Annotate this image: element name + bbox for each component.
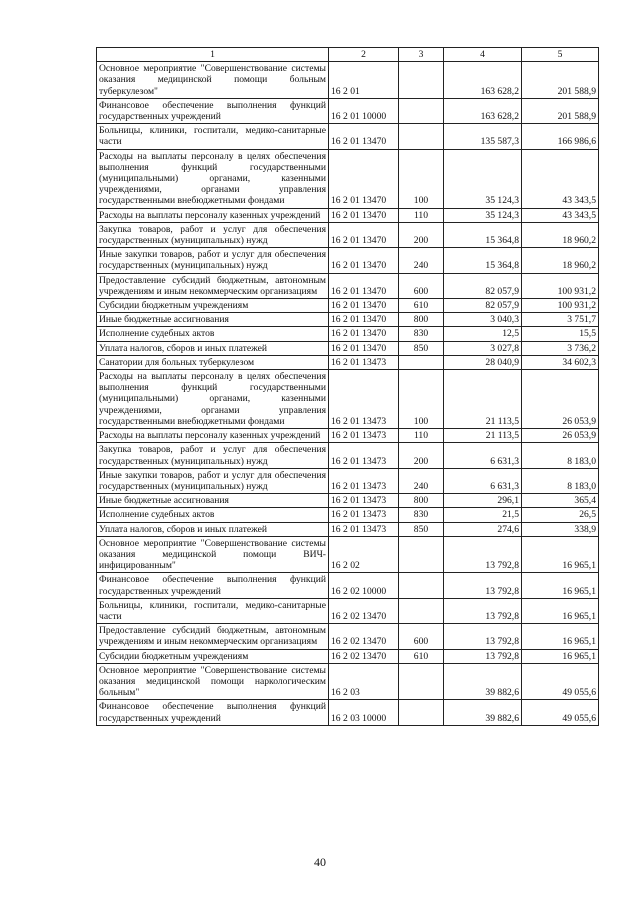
table-row bbox=[97, 508, 599, 522]
row-expense-type-cell: 800 bbox=[399, 313, 444, 327]
row-code-cell: 16 2 01 13470 bbox=[329, 273, 399, 298]
row-expense-type-cell: 850 bbox=[399, 341, 444, 355]
row-expense-type-cell: 600 bbox=[399, 273, 444, 298]
row-expense-type-cell: 100 bbox=[399, 370, 444, 429]
row-amount-cell-1: 15 364,8 bbox=[444, 222, 522, 247]
table-row bbox=[97, 468, 599, 493]
table-row bbox=[97, 248, 599, 273]
row-name-cell: Уплата налогов, сборов и иных платежей bbox=[97, 522, 329, 536]
row-amount-cell-1: 82 057,9 bbox=[444, 273, 522, 298]
row-name-cell: Предоставление субсидий бюджетным, автономным учреждениям и иным некоммерческим организациям bbox=[97, 273, 329, 298]
table-row bbox=[97, 598, 599, 623]
row-code-cell: 16 2 01 13470 bbox=[329, 124, 399, 149]
row-amount-cell-1: 13 792,8 bbox=[444, 573, 522, 598]
row-code-cell: 16 2 01 13473 bbox=[329, 494, 399, 508]
row-amount-cell-2: 100 931,2 bbox=[522, 299, 599, 313]
row-expense-type-cell: 610 bbox=[399, 649, 444, 663]
table-row bbox=[97, 649, 599, 663]
row-amount-cell-1: 163 628,2 bbox=[444, 62, 522, 99]
row-amount-cell-1: 13 792,8 bbox=[444, 649, 522, 663]
row-expense-type-cell: 110 bbox=[399, 208, 444, 222]
row-expense-type-cell: 830 bbox=[399, 327, 444, 341]
row-expense-type-cell: 800 bbox=[399, 494, 444, 508]
row-name-cell: Финансовое обеспечение выполнения функций государственных учреждений bbox=[97, 700, 329, 725]
row-code-cell: 16 2 01 bbox=[329, 62, 399, 99]
row-code-cell: 16 2 01 13470 bbox=[329, 208, 399, 222]
row-name-cell: Иные закупки товаров, работ и услуг для обеспечения государственных (муниципальных) нужд bbox=[97, 468, 329, 493]
row-code-cell: 16 2 02 13470 bbox=[329, 649, 399, 663]
row-code-cell: 16 2 03 bbox=[329, 663, 399, 700]
row-name-cell: Финансовое обеспечение выполнения функций государственных учреждений bbox=[97, 573, 329, 598]
row-amount-cell-2: 34 602,3 bbox=[522, 355, 599, 369]
table-row bbox=[97, 663, 599, 700]
row-amount-cell-1: 3 027,8 bbox=[444, 341, 522, 355]
row-expense-type-cell: 850 bbox=[399, 522, 444, 536]
row-amount-cell-2: 43 343,5 bbox=[522, 149, 599, 208]
row-amount-cell-2: 16 965,1 bbox=[522, 536, 599, 573]
row-amount-cell-2: 16 965,1 bbox=[522, 624, 599, 649]
row-name-cell: Финансовое обеспечение выполнения функций государственных учреждений bbox=[97, 98, 329, 123]
row-code-cell: 16 2 01 13473 bbox=[329, 429, 399, 443]
row-code-cell: 16 2 01 13470 bbox=[329, 313, 399, 327]
row-name-cell: Основное мероприятие "Совершенствование системы оказания медицинской помощи наркологическим больным" bbox=[97, 663, 329, 700]
row-amount-cell-2: 365,4 bbox=[522, 494, 599, 508]
table-row bbox=[97, 370, 599, 429]
row-name-cell: Основное мероприятие "Совершенствование системы оказания медицинской помощи ВИЧ-инфицированным" bbox=[97, 536, 329, 573]
row-amount-cell-1: 13 792,8 bbox=[444, 598, 522, 623]
row-name-cell: Иные бюджетные ассигнования bbox=[97, 313, 329, 327]
row-amount-cell-1: 6 631,3 bbox=[444, 443, 522, 468]
row-amount-cell-2: 26 053,9 bbox=[522, 429, 599, 443]
row-amount-cell-1: 21 113,5 bbox=[444, 429, 522, 443]
row-name-cell: Уплата налогов, сборов и иных платежей bbox=[97, 341, 329, 355]
row-amount-cell-2: 49 055,6 bbox=[522, 663, 599, 700]
row-code-cell: 16 2 02 10000 bbox=[329, 573, 399, 598]
row-amount-cell-2: 16 965,1 bbox=[522, 573, 599, 598]
table-row bbox=[97, 299, 599, 313]
row-expense-type-cell bbox=[399, 573, 444, 598]
row-expense-type-cell: 240 bbox=[399, 468, 444, 493]
row-code-cell: 16 2 01 10000 bbox=[329, 98, 399, 123]
row-name-cell: Субсидии бюджетным учреждениям bbox=[97, 649, 329, 663]
table-row bbox=[97, 341, 599, 355]
row-code-cell: 16 2 03 10000 bbox=[329, 700, 399, 725]
row-amount-cell-1: 35 124,3 bbox=[444, 149, 522, 208]
table-row bbox=[97, 522, 599, 536]
table-body bbox=[97, 62, 599, 726]
row-name-cell: Закупка товаров, работ и услуг для обеспечения государственных (муниципальных) нужд bbox=[97, 222, 329, 247]
row-amount-cell-1: 296,1 bbox=[444, 494, 522, 508]
row-name-cell: Санатории для больных туберкулезом bbox=[97, 355, 329, 369]
row-amount-cell-2: 16 965,1 bbox=[522, 649, 599, 663]
table-row bbox=[97, 624, 599, 649]
row-amount-cell-1: 3 040,3 bbox=[444, 313, 522, 327]
row-expense-type-cell: 200 bbox=[399, 443, 444, 468]
row-amount-cell-2: 8 183,0 bbox=[522, 468, 599, 493]
table-row bbox=[97, 149, 599, 208]
row-amount-cell-2: 26 053,9 bbox=[522, 370, 599, 429]
row-amount-cell-1: 21 113,5 bbox=[444, 370, 522, 429]
row-amount-cell-2: 8 183,0 bbox=[522, 443, 599, 468]
row-name-cell: Предоставление субсидий бюджетным, автономным учреждениям и иным некоммерческим организациям bbox=[97, 624, 329, 649]
row-expense-type-cell bbox=[399, 124, 444, 149]
row-expense-type-cell: 600 bbox=[399, 624, 444, 649]
row-expense-type-cell: 610 bbox=[399, 299, 444, 313]
table-row bbox=[97, 429, 599, 443]
budget-table bbox=[96, 47, 599, 726]
row-name-cell: Расходы на выплаты персоналу в целях обеспечения выполнения функций государственными (муниципальными) органами, казенными учреждениями, органами управления государственными внебюджетными фондами bbox=[97, 149, 329, 208]
row-name-cell: Исполнение судебных актов bbox=[97, 327, 329, 341]
row-code-cell: 16 2 01 13473 bbox=[329, 468, 399, 493]
column-header: 4 bbox=[444, 48, 522, 62]
row-amount-cell-2: 26,5 bbox=[522, 508, 599, 522]
table-row bbox=[97, 208, 599, 222]
row-code-cell: 16 2 01 13470 bbox=[329, 341, 399, 355]
row-expense-type-cell: 200 bbox=[399, 222, 444, 247]
row-amount-cell-2: 338,9 bbox=[522, 522, 599, 536]
table-row bbox=[97, 700, 599, 725]
row-expense-type-cell bbox=[399, 700, 444, 725]
row-code-cell: 16 2 02 bbox=[329, 536, 399, 573]
column-header: 2 bbox=[329, 48, 399, 62]
row-code-cell: 16 2 01 13470 bbox=[329, 248, 399, 273]
table-row bbox=[97, 327, 599, 341]
row-name-cell: Основное мероприятие "Совершенствование системы оказания медицинской помощи больным туберкулезом" bbox=[97, 62, 329, 99]
row-code-cell: 16 2 01 13473 bbox=[329, 522, 399, 536]
row-amount-cell-2: 18 960,2 bbox=[522, 248, 599, 273]
row-code-cell: 16 2 01 13473 bbox=[329, 355, 399, 369]
table-row bbox=[97, 443, 599, 468]
column-header: 1 bbox=[97, 48, 329, 62]
row-code-cell: 16 2 01 13470 bbox=[329, 327, 399, 341]
row-name-cell: Расходы на выплаты персоналу казенных учреждений bbox=[97, 208, 329, 222]
row-code-cell: 16 2 01 13470 bbox=[329, 222, 399, 247]
table-row bbox=[97, 273, 599, 298]
table-row bbox=[97, 62, 599, 99]
row-amount-cell-1: 35 124,3 bbox=[444, 208, 522, 222]
row-expense-type-cell bbox=[399, 355, 444, 369]
row-amount-cell-1: 274,6 bbox=[444, 522, 522, 536]
row-name-cell: Расходы на выплаты персоналу в целях обеспечения выполнения функций государственными (муниципальными) органами, казенными учреждениями, органами управления государственными внебюджетными фондами bbox=[97, 370, 329, 429]
row-amount-cell-1: 13 792,8 bbox=[444, 536, 522, 573]
row-amount-cell-2: 201 588,9 bbox=[522, 98, 599, 123]
table-row bbox=[97, 98, 599, 123]
row-code-cell: 16 2 01 13470 bbox=[329, 299, 399, 313]
row-expense-type-cell bbox=[399, 598, 444, 623]
row-amount-cell-2: 18 960,2 bbox=[522, 222, 599, 247]
row-amount-cell-2: 201 588,9 bbox=[522, 62, 599, 99]
table-row bbox=[97, 124, 599, 149]
row-code-cell: 16 2 02 13470 bbox=[329, 624, 399, 649]
row-amount-cell-2: 16 965,1 bbox=[522, 598, 599, 623]
row-expense-type-cell: 100 bbox=[399, 149, 444, 208]
row-expense-type-cell bbox=[399, 98, 444, 123]
row-name-cell: Больницы, клиники, госпитали, медико-санитарные части bbox=[97, 598, 329, 623]
table-row bbox=[97, 313, 599, 327]
row-amount-cell-2: 3 751,7 bbox=[522, 313, 599, 327]
row-expense-type-cell bbox=[399, 536, 444, 573]
table-row bbox=[97, 355, 599, 369]
row-code-cell: 16 2 01 13473 bbox=[329, 370, 399, 429]
row-name-cell: Иные бюджетные ассигнования bbox=[97, 494, 329, 508]
column-header: 5 bbox=[522, 48, 599, 62]
row-amount-cell-2: 43 343,5 bbox=[522, 208, 599, 222]
row-amount-cell-1: 39 882,6 bbox=[444, 700, 522, 725]
row-amount-cell-1: 13 792,8 bbox=[444, 624, 522, 649]
row-name-cell: Закупка товаров, работ и услуг для обеспечения государственных (муниципальных) нужд bbox=[97, 443, 329, 468]
row-expense-type-cell: 830 bbox=[399, 508, 444, 522]
row-amount-cell-2: 3 736,2 bbox=[522, 341, 599, 355]
row-code-cell: 16 2 01 13470 bbox=[329, 149, 399, 208]
row-amount-cell-2: 49 055,6 bbox=[522, 700, 599, 725]
row-amount-cell-1: 163 628,2 bbox=[444, 98, 522, 123]
page-number: 40 bbox=[314, 855, 326, 869]
row-expense-type-cell bbox=[399, 62, 444, 99]
row-amount-cell-2: 100 931,2 bbox=[522, 273, 599, 298]
table-row bbox=[97, 536, 599, 573]
table-row bbox=[97, 573, 599, 598]
row-name-cell: Исполнение судебных актов bbox=[97, 508, 329, 522]
row-amount-cell-2: 166 986,6 bbox=[522, 124, 599, 149]
row-expense-type-cell bbox=[399, 663, 444, 700]
row-amount-cell-1: 135 587,3 bbox=[444, 124, 522, 149]
row-expense-type-cell: 110 bbox=[399, 429, 444, 443]
row-amount-cell-1: 12,5 bbox=[444, 327, 522, 341]
row-amount-cell-1: 21,5 bbox=[444, 508, 522, 522]
row-code-cell: 16 2 02 13470 bbox=[329, 598, 399, 623]
table-header-row bbox=[97, 48, 599, 62]
row-amount-cell-2: 15,5 bbox=[522, 327, 599, 341]
row-amount-cell-1: 28 040,9 bbox=[444, 355, 522, 369]
row-name-cell: Больницы, клиники, госпитали, медико-санитарные части bbox=[97, 124, 329, 149]
row-amount-cell-1: 39 882,6 bbox=[444, 663, 522, 700]
column-header: 3 bbox=[399, 48, 444, 62]
table-row bbox=[97, 494, 599, 508]
row-code-cell: 16 2 01 13473 bbox=[329, 508, 399, 522]
row-name-cell: Субсидии бюджетным учреждениям bbox=[97, 299, 329, 313]
row-amount-cell-1: 82 057,9 bbox=[444, 299, 522, 313]
row-code-cell: 16 2 01 13473 bbox=[329, 443, 399, 468]
row-amount-cell-1: 6 631,3 bbox=[444, 468, 522, 493]
table-row bbox=[97, 222, 599, 247]
row-expense-type-cell: 240 bbox=[399, 248, 444, 273]
row-amount-cell-1: 15 364,8 bbox=[444, 248, 522, 273]
row-name-cell: Расходы на выплаты персоналу казенных учреждений bbox=[97, 429, 329, 443]
row-name-cell: Иные закупки товаров, работ и услуг для обеспечения государственных (муниципальных) нужд bbox=[97, 248, 329, 273]
